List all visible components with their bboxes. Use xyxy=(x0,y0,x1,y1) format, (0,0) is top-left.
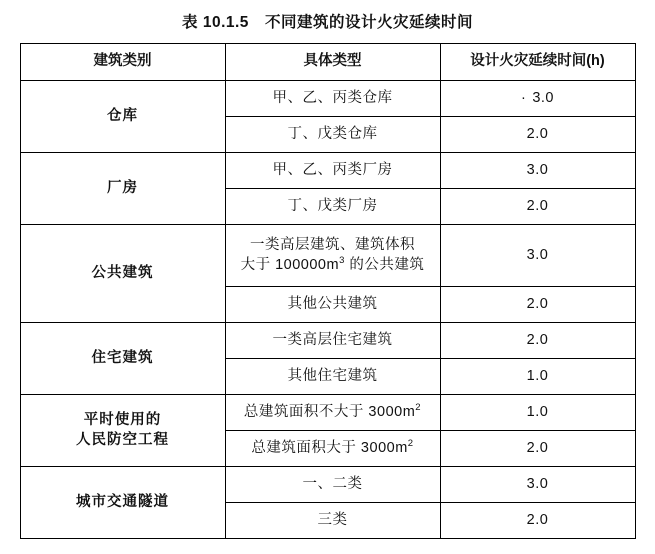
cell-category: 厂房 xyxy=(20,153,225,225)
table-row xyxy=(20,323,635,359)
cell-type: 丁、戊类厂房 xyxy=(225,189,440,225)
header-building-category: 建筑类别 xyxy=(20,44,225,81)
cell-category: 公共建筑 xyxy=(20,225,225,323)
table-caption xyxy=(0,0,655,43)
cell-value: 2.0 xyxy=(440,323,635,359)
cell-value: 2.0 xyxy=(440,189,635,225)
table-caption-number: 表 10.1.5 xyxy=(182,14,249,31)
table-caption-title: 不同建筑的设计火灾延续时间 xyxy=(264,14,473,31)
cell-type: 丁、戊类仓库 xyxy=(225,117,440,153)
table-row xyxy=(20,153,635,189)
cell-type: 总建筑面积不大于 $3000m^2$ xyxy=(225,395,440,431)
cell-category-line1: 平时使用的 xyxy=(83,411,162,428)
table-body xyxy=(20,81,635,539)
table-header-row xyxy=(20,44,635,81)
table-row xyxy=(20,81,635,117)
table-row xyxy=(20,395,635,431)
cell-category: 城市交通隧道 xyxy=(20,467,225,539)
cell-value: 2.0 xyxy=(440,503,635,539)
cell-type: 一类高层住宅建筑 xyxy=(225,323,440,359)
cell-type: 总建筑面积大于 $3000m^2$ xyxy=(225,431,440,467)
cell-value: 2.0 xyxy=(440,287,635,323)
table-row xyxy=(20,467,635,503)
cell-category: 仓库 xyxy=(20,81,225,153)
cell-type: 甲、乙、丙类厂房 xyxy=(225,153,440,189)
cell-value: · 3.0 xyxy=(440,81,635,117)
cell-value: 3.0 xyxy=(440,467,635,503)
table-row xyxy=(20,225,635,287)
cell-type: 其他住宅建筑 xyxy=(225,359,440,395)
cell-type xyxy=(225,225,440,287)
cell-value: 3.0 xyxy=(440,225,635,287)
cell-value: 2.0 xyxy=(440,431,635,467)
cell-type: 其他公共建筑 xyxy=(225,287,440,323)
cell-value: 2.0 xyxy=(440,117,635,153)
cell-value: 1.0 xyxy=(440,395,635,431)
cell-type: 一、二类 xyxy=(225,467,440,503)
cell-type-line1: 一类高层建筑、建筑体积 xyxy=(250,236,415,253)
header-design-duration: 设计火灾延续时间(h) xyxy=(440,44,635,81)
cell-category: 住宅建筑 xyxy=(20,323,225,395)
cell-type: 三类 xyxy=(225,503,440,539)
cell-category xyxy=(20,395,225,467)
cell-value: 1.0 xyxy=(440,359,635,395)
cell-value: 3.0 xyxy=(440,153,635,189)
table-head xyxy=(20,44,635,81)
cell-type-line2: 大于 $100000m^3$ 的公共建筑 xyxy=(240,255,425,273)
cell-category-line2: 人民防空工程 xyxy=(76,431,169,448)
cell-type: 甲、乙、丙类仓库 xyxy=(225,81,440,117)
fire-duration-table xyxy=(20,43,636,539)
header-specific-type: 具体类型 xyxy=(225,44,440,81)
